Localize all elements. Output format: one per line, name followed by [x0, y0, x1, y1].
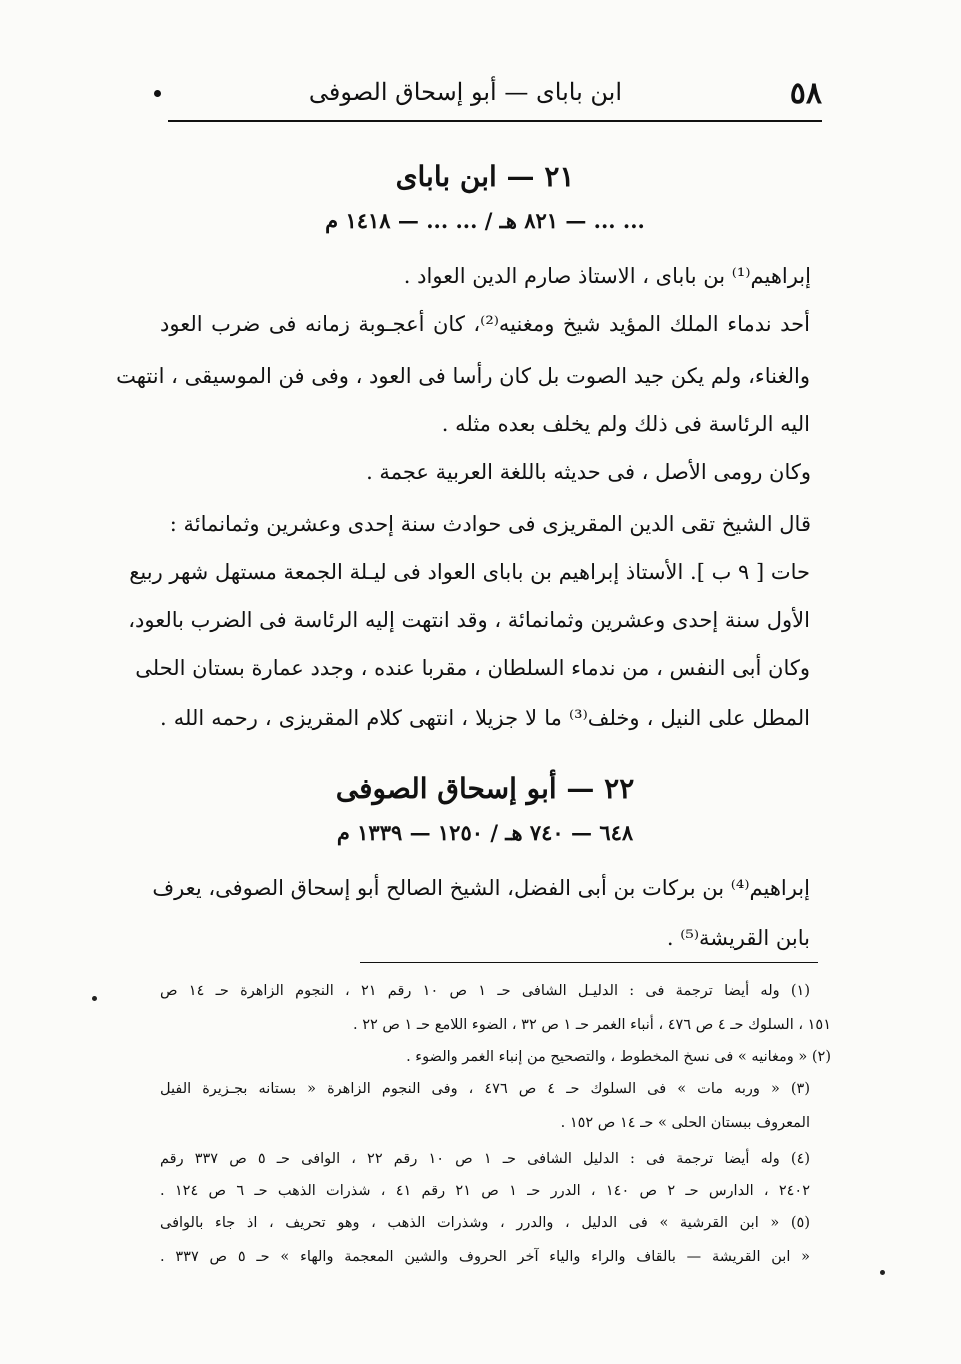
body-line: قال الشيخ تقى الدين المقريزى فى حوادث سنة إحدى وعشرين وثمانمائة : — [169, 512, 811, 536]
body-line: المطل على النيل ، وخلف⁽³⁾ ما لا جزيلا ، انتهى كلام المقريزى ، رحمه الله . — [160, 706, 811, 730]
body-line: وكان أبى النفس ، من ندماء السلطان ، مقربا عنده ، وجدد عمارة بستان الحلى — [135, 656, 810, 680]
header-rule — [168, 120, 822, 122]
footnote-rule — [360, 962, 818, 963]
footnote-line: (٥) « ابن القرشية » فى الدليل ، والدرر ، وشذرات الذهب ، وهو تحريف ، اذ جاء بالوافى — [160, 1215, 810, 1231]
body-line: أحد ندماء الملك المؤيد شيخ ومغنيه⁽²⁾، كان أعجـوبة زمانه فى ضرب العود — [160, 312, 810, 336]
body-line: وكان رومى الأصل ، فى حديثه باللغة العربية عجمة . — [366, 460, 811, 484]
entry-dates: ... ... — ٨٢١ هـ / ... ... — ١٤١٨ م — [325, 208, 645, 233]
footnote-line: (٣) « وربه مات » فى السلوك حـ ٤ ص ٤٧٦ ، وفى النجوم الزاهرة « بستانه بجـزيرة الفيل — [160, 1081, 810, 1097]
page-number: ٥٨ — [789, 76, 822, 111]
entry-dates: ٦٤٨ — ٧٤٠ هـ / ١٢٥٠ — ١٣٣٩ م — [336, 820, 634, 845]
footnote-line: (٢) « ومغانيه » فى نسخ المخطوط ، والتصحيح من إنباء الغمر والضوء . — [406, 1049, 831, 1065]
body-line: الأول سنة إحدى وعشرين وثمانمائة ، وقد انتهت إليه الرئاسة فى الضرب بالعود، — [128, 608, 810, 632]
body-line: اليه الرئاسة فى ذلك ولم يخلف بعده مثله . — [441, 412, 810, 436]
body-line: حات [ ٩ ب ]. الأستاذ إبراهيم بن باباى العواد فى ليـلة الجمعة مستهل شهر ربيع — [129, 560, 810, 584]
footnote-line: « ابن القريشة — بالقاف والراء والياء آخر الحروف والشين المعجمة والهاء » حـ ٥ ص ٣٣٧ . — [160, 1249, 810, 1265]
page-speck — [154, 90, 161, 97]
body-line: والغناء، ولم يكن جيد الصوت بل كان رأسا فى العود ، وفى فن الموسيقى ، انتهت — [116, 364, 810, 388]
entry-title: ٢٢ — أبو إسحاق الصوفى — [335, 772, 635, 805]
footnote-line: (١) وله أيضا ترجمة فى : الدليـل الشافى حـ ١ ص ١٠ رقم ٢١ ، النجوم الزاهرة حـ ١٤ ص — [160, 983, 811, 999]
entry-title: ٢١ — ابن باباى — [395, 160, 575, 193]
footnote-line: ١٥١ ، السلوك حـ ٤ ص ٤٧٦ ، أنباء الغمر حـ ١ ص ٣٢ ، الضوء اللامع حـ ١ ص ٢٢ . — [352, 1017, 831, 1033]
running-title: ابن باباى — أبو إسحاق الصوفى — [308, 78, 622, 106]
page-speck — [92, 996, 97, 1001]
body-line: بابن القريشة⁽⁵⁾ . — [666, 926, 810, 950]
body-line: إبراهيم⁽¹⁾ بن باباى ، الاستاذ صارم الدين العواد . — [403, 264, 811, 288]
page-header — [150, 72, 822, 116]
page-speck — [880, 1270, 885, 1275]
body-line: إبراهيم⁽⁴⁾ بن بركات بن أبى الفضل، الشيخ الصالح أبو إسحاق الصوفى، يعرف — [152, 876, 810, 900]
footnote-line: (٤) وله أيضا ترجمة فى : الدليل الشافى حـ ١ ص ١٠ رقم ٢٢ ، الوافى حـ ٥ ص ٣٣٧ رقم — [160, 1151, 811, 1167]
footnote-line: ٢٤٠٢ ، الدارس حـ ٢ ص ١٤٠ ، الدرر حـ ١ ص ٢١ رقم ٤١ ، شذرات الذهب حـ ٦ ص ١٢٤ . — [160, 1183, 811, 1199]
footnote-line: المعروف ببستان الحلى » حـ ١٤ ص ١٥٢ . — [560, 1115, 810, 1131]
